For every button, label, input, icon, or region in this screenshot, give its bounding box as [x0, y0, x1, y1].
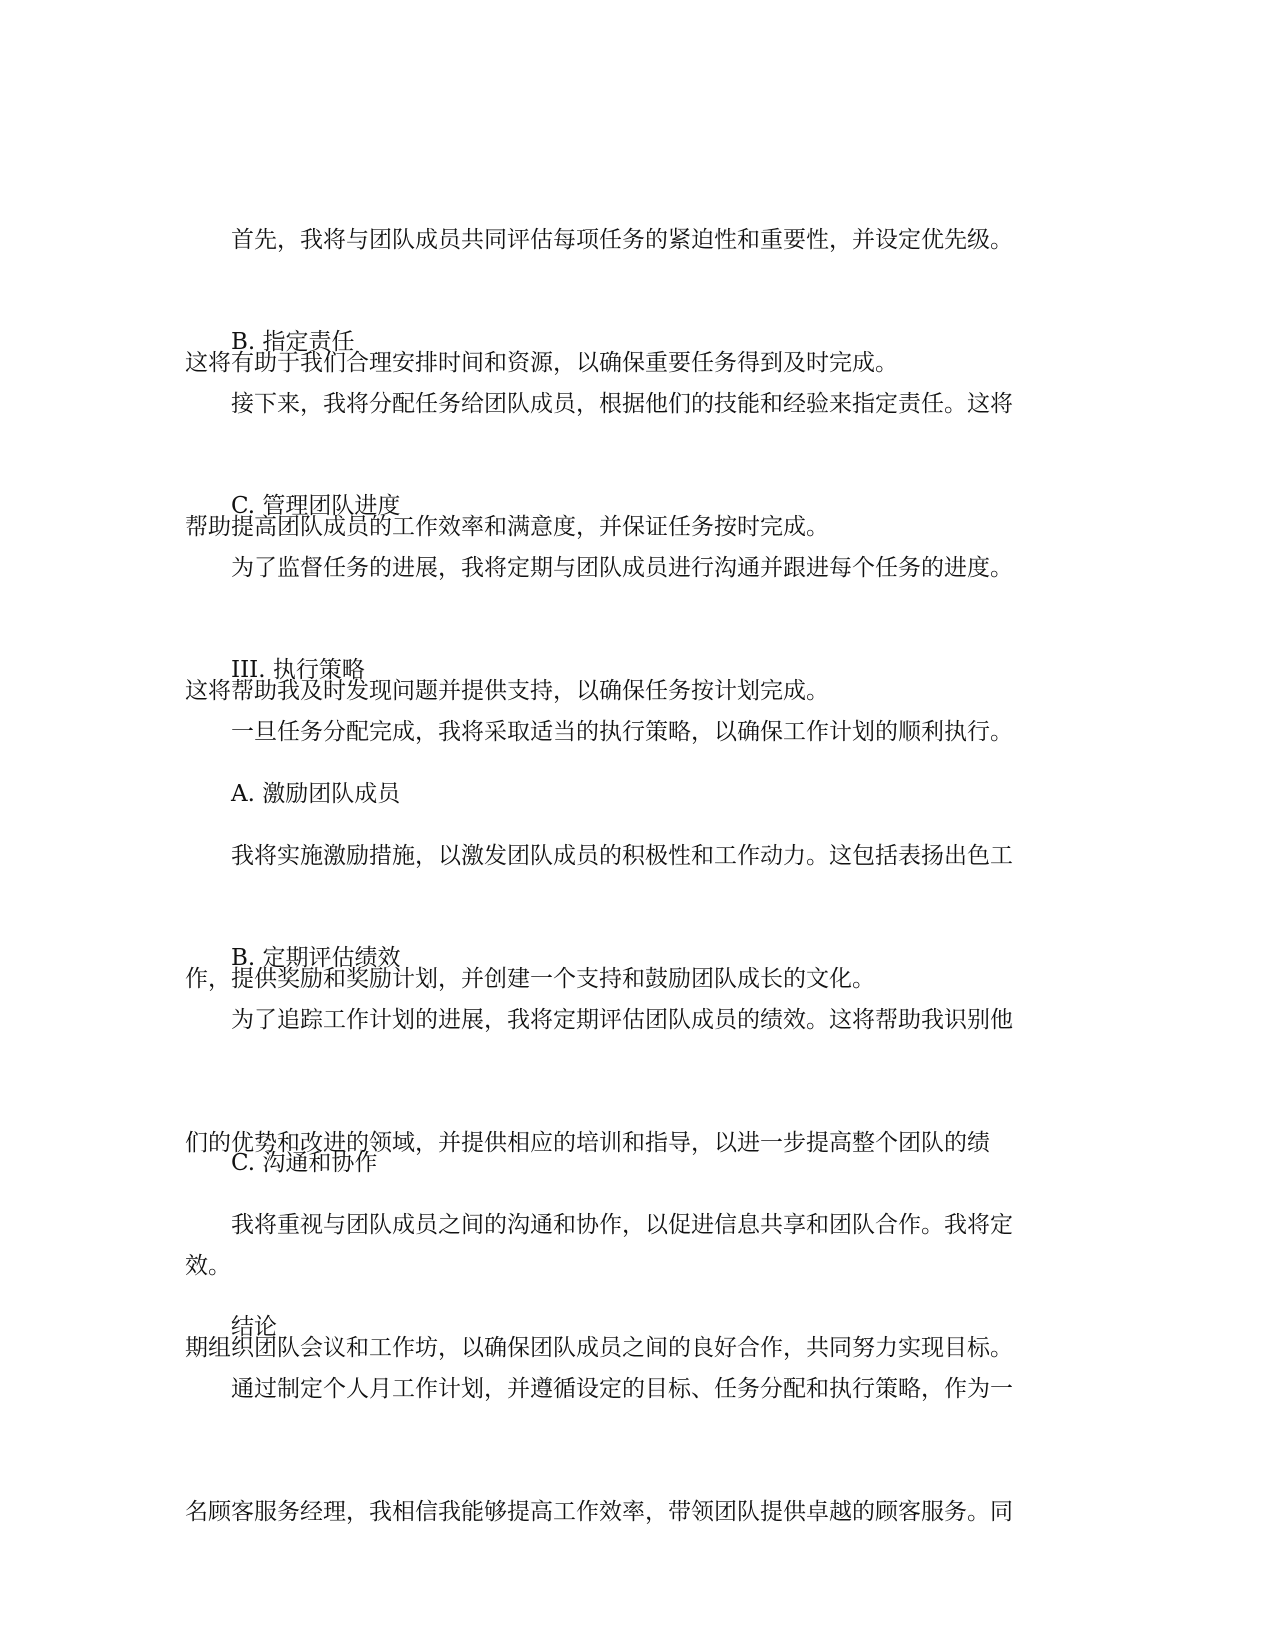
- text-line: 接下来，我将分配任务给团队成员，根据他们的技能和经验来指定责任。这将: [231, 391, 1013, 417]
- text-line: 通过制定个人月工作计划，并遵循设定的目标、任务分配和执行策略，作为一: [231, 1376, 1013, 1402]
- section-heading: C. 沟通和协作: [231, 1150, 378, 1176]
- section-heading: III. 执行策略: [231, 657, 365, 683]
- text-line: 作，提供奖励和奖励计划，并创建一个支持和鼓励团队成长的文化。: [185, 966, 875, 992]
- section-heading: 结论: [231, 1314, 277, 1340]
- text-line: 这将有助于我们合理安排时间和资源，以确保重要任务得到及时完成。: [185, 350, 898, 376]
- text-line: 帮助提高团队成员的工作效率和满意度，并保证任务按时完成。: [185, 514, 829, 540]
- section-heading: A. 激励团队成员: [231, 781, 401, 807]
- text-line: 期组织团队会议和工作坊，以确保团队成员之间的良好合作，共同努力实现目标。: [185, 1335, 1013, 1361]
- section-heading: C. 管理团队进度: [231, 493, 401, 519]
- text-line: 我将重视与团队成员之间的沟通和协作，以促进信息共享和团队合作。我将定: [231, 1212, 1013, 1238]
- text-line: 一旦任务分配完成，我将采取适当的执行策略，以确保工作计划的顺利执行。: [231, 719, 1013, 745]
- text-line: 这将帮助我及时发现问题并提供支持，以确保任务按计划完成。: [185, 678, 829, 704]
- text-line: 效。: [185, 1253, 231, 1279]
- text-line: 名顾客服务经理，我相信我能够提高工作效率，带领团队提供卓越的顾客服务。同: [185, 1499, 1013, 1525]
- text-line: 我将实施激励措施，以激发团队成员的积极性和工作动力。这包括表扬出色工: [231, 843, 1013, 869]
- text-line: 为了监督任务的进展，我将定期与团队成员进行沟通并跟进每个任务的进度。: [231, 555, 1013, 581]
- text-line: 首先，我将与团队成员共同评估每项任务的紧迫性和重要性，并设定优先级。: [231, 227, 1013, 253]
- section-heading: B. 指定责任: [231, 329, 355, 355]
- text-line: 为了追踪工作计划的进展，我将定期评估团队成员的绩效。这将帮助我识别他: [231, 1007, 1013, 1033]
- paragraph-8: [185, 1287, 1090, 1615]
- text-line: 们的优势和改进的领域，并提供相应的培训和指导，以进一步提高整个团队的绩: [185, 1130, 990, 1156]
- section-heading: B. 定期评估绩效: [231, 945, 401, 971]
